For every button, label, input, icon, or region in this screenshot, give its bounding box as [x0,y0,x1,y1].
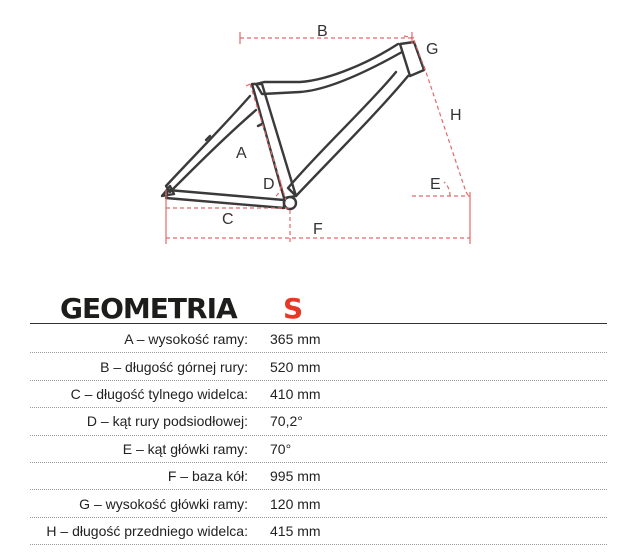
label-H: H [450,107,462,124]
spec-value: 520 mm [270,358,321,375]
spec-label: E – kąt główki ramy: [122,440,248,457]
top-tube [256,44,402,94]
spec-value: 415 mm [270,522,321,539]
label-B: B [317,23,328,40]
spec-value: 70° [270,440,292,457]
label-F: F [313,221,323,238]
label-A: A [236,145,247,162]
frame-size-label: S [283,292,304,325]
spec-label: D – kąt rury podsiodłowej: [86,413,248,430]
spec-row [30,436,607,463]
spec-value: 70,2° [270,413,303,430]
label-C: C [222,211,234,228]
spec-row [30,408,607,435]
geometry-spec-table [30,326,607,545]
spec-row [30,353,607,380]
spec-label: C – długość tylnego widelca: [70,385,248,402]
spec-label: F – baza kół: [167,468,248,485]
spec-row [30,326,607,353]
geometry-title: GEOMETRIA [60,292,237,325]
seat-stay [166,96,256,192]
spec-label: G – wysokość główki ramy: [79,495,248,512]
frame-geometry-diagram [0,0,633,270]
spec-row [30,381,607,408]
label-G: G [426,41,439,58]
head-tube [400,42,424,76]
spec-row [30,463,607,490]
spec-value: 365 mm [270,331,321,348]
spec-value: 410 mm [270,385,321,402]
label-D: D [263,176,275,193]
spec-value: 995 mm [270,468,321,485]
spec-label: B – długość górnej rury: [100,358,248,375]
spec-label: A – wysokość ramy: [124,331,248,348]
label-E: E [430,176,441,193]
spec-row [30,518,607,545]
bike-frame [162,42,424,209]
heading-rule [30,323,607,324]
spec-label: H – długość przedniego widelca: [46,522,248,539]
spec-row [30,490,607,517]
spec-value: 120 mm [270,495,321,512]
